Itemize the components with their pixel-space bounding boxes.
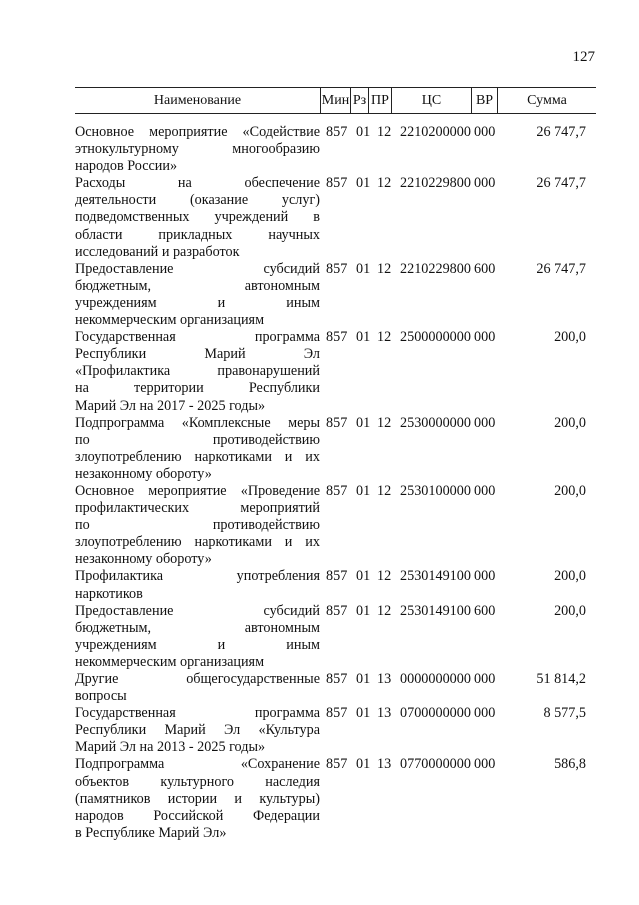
cell-sum: 586,8 — [554, 756, 586, 773]
table-row — [75, 175, 596, 260]
cell-vr: 000 — [474, 705, 496, 722]
cell-vr: 000 — [474, 329, 496, 346]
cell-pr: 12 — [377, 482, 392, 499]
cell-sum: 8 577,5 — [543, 705, 586, 722]
table-row — [75, 756, 596, 841]
cell-sum: 200,0 — [554, 329, 586, 346]
cell-rz: 01 — [356, 705, 371, 722]
cell-pr: 12 — [377, 414, 392, 431]
row-name — [75, 329, 320, 414]
row-name-line: Марий Эл на 2013 - 2025 годы» — [75, 739, 266, 756]
cell-vr: 600 — [474, 602, 496, 619]
row-name-line: Государственная программа — [75, 705, 320, 722]
row-name-line: Республики Марий Эл — [75, 346, 320, 363]
cell-rz: 01 — [356, 756, 371, 773]
row-name-line: учреждениям и иным — [75, 636, 320, 653]
row-name-line: некоммерческим организациям — [75, 653, 265, 670]
row-name-line: деятельности (оказание услуг) — [75, 192, 320, 209]
row-name-line: Основное мероприятие «Содействие — [75, 124, 320, 140]
cell-pr: 12 — [377, 602, 392, 619]
header-min: Мин — [321, 93, 350, 108]
cell-rz: 01 — [356, 602, 371, 619]
cell-cs: 2210229800 — [400, 175, 471, 192]
table-header — [75, 87, 596, 114]
table-row — [75, 568, 596, 602]
row-name-line: Предоставление субсидий — [75, 260, 320, 277]
table-row — [75, 603, 596, 671]
row-name — [75, 603, 320, 671]
row-name-line: Подпрограмма «Комплексные меры — [75, 414, 320, 431]
table-row — [75, 483, 596, 568]
cell-pr: 12 — [377, 260, 392, 277]
row-name-line: бюджетным, автономным — [75, 277, 320, 294]
row-name — [75, 671, 320, 705]
cell-rz: 01 — [356, 568, 371, 585]
row-name-line: злоупотреблению наркотиками и их — [75, 448, 320, 465]
cell-sum: 200,0 — [554, 602, 586, 619]
cell-sum: 200,0 — [554, 414, 586, 431]
cell-vr: 000 — [474, 482, 496, 499]
cell-vr: 000 — [474, 671, 496, 687]
row-name-line: по противодействию — [75, 517, 320, 534]
cell-cs: 2530149100 — [400, 602, 471, 619]
cell-cs: 2500000000 — [400, 329, 471, 346]
row-name-line: профилактических мероприятий — [75, 500, 320, 517]
cell-vr: 000 — [474, 414, 496, 431]
row-name-line: некоммерческим организациям — [75, 312, 265, 329]
row-name-line: незаконному обороту» — [75, 551, 212, 568]
cell-sum: 200,0 — [554, 568, 586, 585]
row-name-line: на территории Республики — [75, 380, 320, 397]
header-pr: ПР — [371, 93, 389, 108]
row-name-line: вопросы — [75, 688, 127, 705]
row-name-line: Основное мероприятие «Проведение — [75, 482, 320, 499]
table-row — [75, 329, 596, 414]
cell-pr: 12 — [377, 568, 392, 585]
cell-sum: 200,0 — [554, 482, 586, 499]
cell-pr: 13 — [377, 671, 392, 687]
cell-vr: 600 — [474, 260, 496, 277]
row-name-line: «Профилактика правонарушений — [75, 363, 320, 380]
row-name — [75, 175, 320, 260]
cell-min: 857 — [326, 482, 348, 499]
cell-min: 857 — [326, 414, 348, 431]
cell-min: 857 — [326, 602, 348, 619]
cell-rz: 01 — [356, 124, 371, 140]
row-name — [75, 756, 320, 841]
cell-min: 857 — [326, 175, 348, 192]
row-name — [75, 261, 320, 329]
row-name-line: Марий Эл на 2017 - 2025 годы» — [75, 397, 266, 414]
row-name-line: Предоставление субсидий — [75, 602, 320, 619]
cell-min: 857 — [326, 568, 348, 585]
row-name-line: народов России» — [75, 158, 178, 175]
cell-cs: 2210229800 — [400, 260, 471, 277]
cell-rz: 01 — [356, 260, 371, 277]
table-body — [75, 124, 596, 842]
row-name-line: наркотиков — [75, 585, 143, 602]
cell-sum: 26 747,7 — [536, 175, 586, 192]
row-name-line: народов Российской Федерации — [75, 807, 320, 824]
cell-min: 857 — [326, 705, 348, 722]
cell-min: 857 — [326, 329, 348, 346]
row-name-line: незаконному обороту» — [75, 465, 212, 482]
cell-rz: 01 — [356, 329, 371, 346]
row-name — [75, 124, 320, 175]
row-name-line: области прикладных научных — [75, 226, 320, 243]
row-name-line: (памятников истории и культуры) — [75, 790, 320, 807]
cell-vr: 000 — [474, 568, 496, 585]
table-row — [75, 124, 596, 175]
header-cs: ЦС — [421, 93, 442, 108]
row-name-line: Республики Марий Эл «Культура — [75, 722, 320, 739]
cell-pr: 13 — [377, 705, 392, 722]
row-name-line: этнокультурному многообразию — [75, 141, 320, 158]
row-name-line: в Республике Марий Эл» — [75, 824, 227, 841]
row-name — [75, 568, 320, 602]
cell-sum: 51 814,2 — [536, 671, 586, 687]
header-name: Наименование — [153, 93, 242, 108]
table-row — [75, 261, 596, 329]
cell-cs: 0000000000 — [400, 671, 471, 687]
row-name-line: бюджетным, автономным — [75, 619, 320, 636]
row-name-line: Профилактика употребления — [75, 568, 320, 585]
row-name-line: Государственная программа — [75, 329, 320, 346]
table-row — [75, 671, 596, 705]
row-name-line: злоупотреблению наркотиками и их — [75, 534, 320, 551]
cell-min: 857 — [326, 671, 348, 687]
cell-pr: 12 — [377, 175, 392, 192]
cell-sum: 26 747,7 — [536, 124, 586, 140]
cell-cs: 2210200000 — [400, 124, 471, 140]
table-row — [75, 705, 596, 756]
row-name-line: исследований и разработок — [75, 243, 240, 260]
cell-pr: 12 — [377, 124, 392, 140]
cell-cs: 0700000000 — [400, 705, 471, 722]
header-vr: ВР — [475, 93, 494, 108]
row-name-line: Подпрограмма «Сохранение — [75, 756, 320, 773]
cell-vr: 000 — [474, 124, 496, 140]
cell-cs: 2530100000 — [400, 482, 471, 499]
cell-cs: 0770000000 — [400, 756, 471, 773]
cell-rz: 01 — [356, 414, 371, 431]
row-name — [75, 483, 320, 568]
row-name — [75, 705, 320, 756]
header-sum: Сумма — [527, 93, 567, 108]
row-name-line: Другие общегосударственные — [75, 671, 320, 687]
cell-rz: 01 — [356, 671, 371, 687]
cell-rz: 01 — [356, 175, 371, 192]
cell-cs: 2530149100 — [400, 568, 471, 585]
cell-min: 857 — [326, 124, 348, 140]
cell-pr: 13 — [377, 756, 392, 773]
cell-vr: 000 — [474, 756, 496, 773]
row-name-line: подведомственных учреждений в — [75, 209, 320, 226]
row-name — [75, 415, 320, 483]
cell-min: 857 — [326, 260, 348, 277]
page-number: 127 — [572, 49, 595, 65]
cell-rz: 01 — [356, 482, 371, 499]
cell-vr: 000 — [474, 175, 496, 192]
row-name-line: учреждениям и иным — [75, 294, 320, 311]
header-rz: Рз — [352, 93, 367, 108]
cell-sum: 26 747,7 — [536, 260, 586, 277]
table-row — [75, 415, 596, 483]
row-name-line: по противодействию — [75, 431, 320, 448]
cell-cs: 2530000000 — [400, 414, 471, 431]
cell-min: 857 — [326, 756, 348, 773]
row-name-line: объектов культурного наследия — [75, 773, 320, 790]
cell-pr: 12 — [377, 329, 392, 346]
row-name-line: Расходы на обеспечение — [75, 175, 320, 192]
